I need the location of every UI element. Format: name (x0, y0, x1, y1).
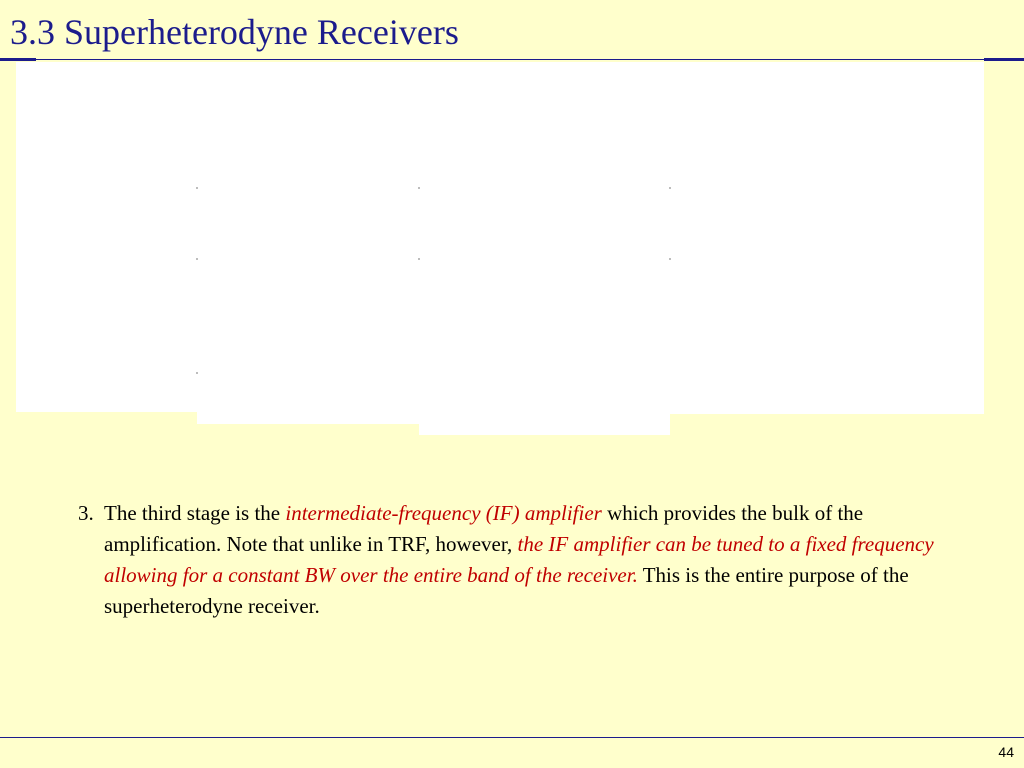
list-content (104, 498, 968, 622)
figure-panel-4 (669, 62, 984, 414)
item-text-2: which provides the bulk of the amplification. Note that unlike in TRF, however, (104, 501, 864, 556)
figure-marker (196, 372, 198, 374)
figure-marker (418, 187, 420, 189)
title-rule-accent (0, 58, 36, 61)
slide-title: 3.3 Superheterodyne Receivers (10, 12, 459, 52)
title-rule-accent (984, 58, 1024, 61)
figure-marker (196, 187, 198, 189)
figure-panel-3 (419, 62, 670, 435)
emphasis-if-amplifier: intermediate-frequency (IF) amplifier (285, 501, 602, 525)
title-rule (0, 59, 1024, 60)
body-text (78, 498, 968, 622)
figure-panel-2 (197, 62, 420, 424)
figure-marker (669, 187, 671, 189)
figure-marker (418, 258, 420, 260)
list-number: 3. (78, 501, 94, 525)
figure-panel-1 (16, 62, 198, 412)
item-text-3: This is the entire purpose of the superheterodyne receiver. (104, 563, 909, 618)
page-number: 44 (998, 744, 1014, 760)
item-text-1: The third stage is the (104, 501, 286, 525)
figure-marker (196, 258, 198, 260)
figure-marker (669, 258, 671, 260)
emphasis-fixed-frequency: the IF amplifier can be tuned to a fixed frequency allowing for a constant BW over the entire band of the receiver. (104, 532, 934, 587)
footer-rule (0, 737, 1024, 738)
list-item (78, 498, 968, 622)
